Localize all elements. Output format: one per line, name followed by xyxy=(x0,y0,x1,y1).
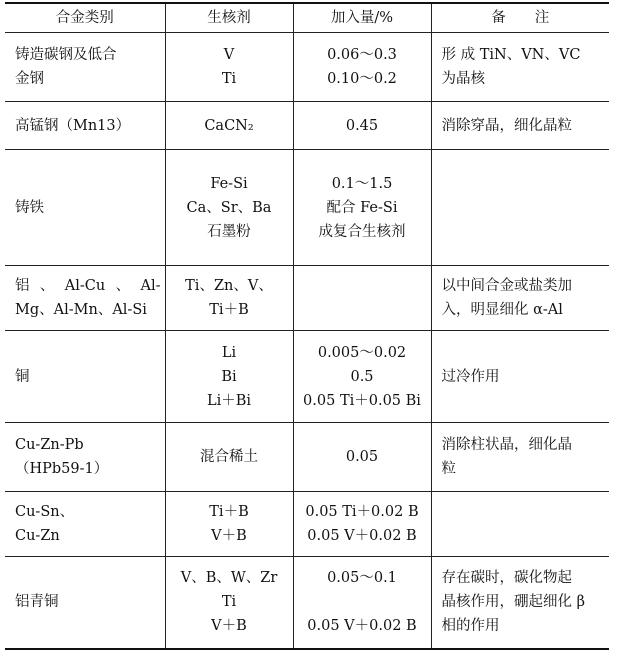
table-row xyxy=(5,492,609,557)
category-cell: Cu-Sn、 Cu-Zn xyxy=(5,492,165,557)
amount-cell: 0.005～0.02 0.5 0.05 Ti＋0.05 Bi xyxy=(293,331,431,423)
amount-cell xyxy=(293,266,431,331)
nucleant-cell: Li Bi Li＋Bi xyxy=(165,331,293,423)
header-remarks: 备 注 xyxy=(431,3,609,33)
nucleant-cell: 混合稀土 xyxy=(165,423,293,492)
amount-cell: 0.45 xyxy=(293,102,431,150)
category-cell: Cu-Zn-Pb （HPb59-1） xyxy=(5,423,165,492)
table-row xyxy=(5,150,609,266)
amount-cell: 0.05～0.1 0.05 V＋0.02 B xyxy=(293,557,431,649)
table-row xyxy=(5,33,609,102)
category-cell: 铝青铜 xyxy=(5,557,165,649)
remarks-cell: 消除穿晶，细化晶粒 xyxy=(431,102,609,150)
category-cell: 高锰钢（Mn13） xyxy=(5,102,165,150)
nucleant-cell: V、B、W、Zr Ti V＋B xyxy=(165,557,293,649)
category-cell: 铸铁 xyxy=(5,150,165,266)
nucleant-cell: Ti＋B V＋B xyxy=(165,492,293,557)
header-row xyxy=(5,3,609,33)
table-row xyxy=(5,266,609,331)
table-row xyxy=(5,102,609,150)
remarks-cell: 过冷作用 xyxy=(431,331,609,423)
remarks-cell xyxy=(431,150,609,266)
table-row xyxy=(5,423,609,492)
category-cell: 铸造碳钢及低合 金钢 xyxy=(5,33,165,102)
remarks-cell xyxy=(431,492,609,557)
category-cell: 铜 xyxy=(5,331,165,423)
remarks-cell: 形 成 TiN、VN、VC 为晶核 xyxy=(431,33,609,102)
nucleant-table xyxy=(5,2,609,650)
category-cell: 铝、Al-Cu、Al- Mg、Al-Mn、Al-Si xyxy=(5,266,165,331)
table-row xyxy=(5,557,609,649)
nucleant-cell: Fe-Si Ca、Sr、Ba 石墨粉 xyxy=(165,150,293,266)
amount-cell: 0.05 xyxy=(293,423,431,492)
amount-cell: 0.1～1.5 配合 Fe-Si 成复合生核剂 xyxy=(293,150,431,266)
table-row xyxy=(5,331,609,423)
header-nucleant: 生核剂 xyxy=(165,3,293,33)
remarks-cell: 以中间合金或盐类加 入，明显细化 α-Al xyxy=(431,266,609,331)
remarks-cell: 消除柱状晶，细化晶 粒 xyxy=(431,423,609,492)
header-amount: 加入量/% xyxy=(293,3,431,33)
nucleant-cell: CaCN₂ xyxy=(165,102,293,150)
nucleant-cell: V Ti xyxy=(165,33,293,102)
nucleant-cell: Ti、Zn、V、 Ti＋B xyxy=(165,266,293,331)
amount-cell: 0.05 Ti＋0.02 B 0.05 V＋0.02 B xyxy=(293,492,431,557)
header-category: 合金类别 xyxy=(5,3,165,33)
amount-cell: 0.06～0.3 0.10～0.2 xyxy=(293,33,431,102)
remarks-cell: 存在碳时，碳化物起 晶核作用，硼起细化 β 相的作用 xyxy=(431,557,609,649)
